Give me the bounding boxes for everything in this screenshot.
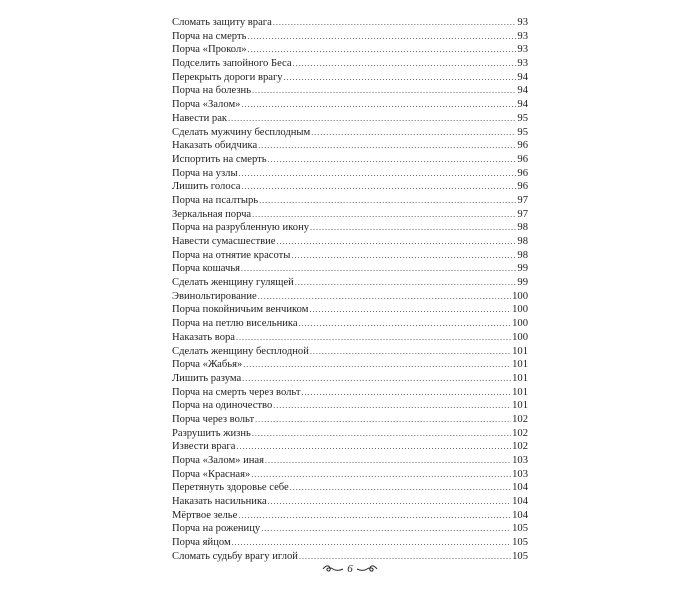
toc-entry-title: Порча на псалтырь (172, 194, 259, 206)
dot-leader (277, 235, 517, 249)
dot-leader (255, 413, 511, 427)
toc-entry-title: Наказать вора (172, 331, 235, 343)
toc-entry-title: Порча «Залом» иная (172, 455, 265, 466)
toc-entry (172, 454, 528, 468)
dot-leader (293, 57, 517, 71)
toc-entry-title: Порча «Прокол» (172, 44, 247, 56)
toc-entry (172, 399, 528, 413)
toc-entry-title: Порча на роженицу (172, 523, 261, 535)
toc-entry-page: 98 (517, 236, 528, 247)
toc-entry-page: 101 (512, 386, 528, 398)
toc-entry-page: 100 (512, 318, 528, 330)
toc-entry-title: Зеркальная порча (172, 208, 252, 220)
toc-entry-title: Порча через вольт (172, 413, 255, 425)
toc-entry-title: Порча на узлы (172, 167, 238, 179)
toc-entry-page: 100 (512, 290, 528, 302)
toc-entry-page: 102 (512, 441, 528, 453)
toc-entry-page: 97 (517, 208, 528, 220)
dot-leader (236, 331, 511, 345)
dot-leader (259, 194, 516, 208)
toc-entry-title: Порча на отнятие красоты (172, 249, 291, 261)
dot-leader (251, 468, 511, 482)
dot-leader (265, 454, 511, 468)
toc-entry-page: 101 (512, 400, 528, 412)
toc-entry (172, 290, 528, 304)
dot-leader (268, 153, 517, 167)
toc-entry-title: Порча «Красная» (172, 468, 251, 480)
dot-leader (247, 30, 516, 44)
toc-entry-page: 99 (517, 277, 528, 289)
toc-entry-page: 95 (517, 126, 528, 138)
flourish-right-icon (356, 564, 378, 574)
dot-leader (261, 522, 511, 536)
toc-entry-page: 104 (512, 496, 528, 508)
dot-leader (290, 481, 511, 495)
toc-entry (172, 481, 528, 495)
toc-entry (172, 468, 528, 482)
toc-entry-page: 103 (512, 468, 528, 480)
toc-entry-page: 105 (512, 523, 528, 535)
toc-entry-page: 105 (512, 537, 528, 549)
toc-entry-page: 104 (512, 509, 528, 521)
toc-entry-title: Порча кошачья (172, 263, 241, 275)
toc-entry (172, 30, 528, 44)
toc-entry-page: 101 (512, 372, 528, 384)
dot-leader (258, 139, 516, 153)
toc-entry-page: 96 (517, 167, 528, 179)
dot-leader (248, 43, 517, 57)
toc-entry (172, 153, 528, 167)
toc-entry-title: Навести сумасшествие (172, 236, 276, 247)
toc-entry (172, 57, 528, 71)
toc-entry-page: 94 (517, 85, 528, 97)
toc-entry-title: Порча покойничьим венчиком (172, 304, 309, 316)
dot-leader (232, 536, 511, 550)
toc-entry (172, 84, 528, 98)
toc-entry (172, 331, 528, 345)
toc-entry-title: Разрушить жизнь (172, 427, 251, 439)
toc-entry (172, 522, 528, 536)
flourish-left-icon (322, 564, 344, 574)
toc-entry (172, 208, 528, 222)
toc-entry (172, 372, 528, 386)
dot-leader (238, 509, 511, 523)
dot-leader (299, 317, 511, 331)
toc-entry-title: Порча на смерть через вольт (172, 386, 301, 398)
toc-entry-page: 96 (517, 153, 528, 165)
toc-entry-title: Порча «Залом» (172, 99, 241, 111)
toc-entry-title: Наказать насильника (172, 496, 267, 508)
toc-entry-page: 96 (517, 181, 528, 193)
toc-entry (172, 98, 528, 112)
dot-leader (252, 427, 511, 441)
toc-entry-title: Подселить запойного Беса (172, 58, 292, 70)
dot-leader (284, 71, 517, 85)
toc-entry-title: Порча на болезнь (172, 85, 252, 97)
toc-entry-page: 101 (512, 359, 528, 371)
dot-leader (242, 372, 511, 386)
toc-entry-page: 93 (517, 17, 528, 28)
dot-leader (310, 345, 511, 359)
toc-entry-title: Эвинольтирование (172, 290, 257, 302)
dot-leader (301, 386, 511, 400)
dot-leader (311, 126, 516, 140)
toc-entry-page: 95 (517, 112, 528, 124)
toc-entry-page: 103 (512, 455, 528, 466)
toc-entry-page: 94 (517, 99, 528, 111)
toc-entry (172, 358, 528, 372)
toc-entry (172, 536, 528, 550)
toc-entry (172, 386, 528, 400)
toc-entry-page: 98 (517, 249, 528, 261)
toc-entry-title: Сломать судьбу врагу иглой (172, 550, 298, 562)
page-number: 6 (347, 563, 353, 575)
toc-entry (172, 249, 528, 263)
dot-leader (241, 98, 516, 112)
toc-entry (172, 276, 528, 290)
toc-entry-page: 93 (517, 44, 528, 56)
toc-entry-page: 93 (517, 58, 528, 70)
table-of-contents (172, 16, 528, 564)
toc-entry-title: Порча на разрубленную икону (172, 222, 310, 234)
dot-leader (309, 303, 511, 317)
toc-entry-title: Порча «Жабья» (172, 359, 243, 371)
toc-entry-title: Порча на смерть (172, 30, 247, 42)
toc-entry-page: 104 (512, 482, 528, 494)
toc-entry-title: Порча яйцом (172, 537, 231, 549)
toc-entry (172, 43, 528, 57)
toc-entry-page: 101 (512, 345, 528, 357)
dot-leader (236, 440, 511, 454)
toc-entry (172, 112, 528, 126)
toc-entry (172, 495, 528, 509)
toc-entry (172, 413, 528, 427)
toc-entry (172, 509, 528, 523)
toc-entry-title: Навести рак (172, 112, 228, 124)
toc-entry (172, 139, 528, 153)
toc-entry-page: 100 (512, 304, 528, 316)
toc-entry-title: Порча на петлю висельника (172, 318, 298, 330)
toc-entry-page: 102 (512, 413, 528, 425)
toc-entry-title: Сделать женщину гулящей (172, 277, 294, 289)
toc-entry-title: Перекрыть дороги врагу (172, 71, 283, 83)
toc-entry (172, 221, 528, 235)
dot-leader (243, 358, 511, 372)
dot-leader (241, 180, 516, 194)
toc-entry-title: Извести врага (172, 441, 236, 453)
toc-entry (172, 16, 528, 30)
toc-entry (172, 427, 528, 441)
toc-entry-page: 105 (512, 550, 528, 562)
toc-entry-page: 99 (517, 263, 528, 275)
dot-leader (273, 399, 511, 413)
toc-entry (172, 167, 528, 181)
toc-entry (172, 262, 528, 276)
toc-entry-page: 94 (517, 71, 528, 83)
toc-entry-title: Лишить разума (172, 372, 242, 384)
dot-leader (295, 276, 517, 290)
toc-entry-page: 96 (517, 140, 528, 152)
dot-leader (252, 84, 516, 98)
toc-entry-title: Лишить голоса (172, 181, 241, 193)
toc-entry (172, 317, 528, 331)
dot-leader (252, 208, 516, 222)
toc-entry-title: Сломать защиту врага (172, 17, 272, 28)
dot-leader (228, 112, 516, 126)
toc-entry-page: 98 (517, 222, 528, 234)
toc-entry (172, 235, 528, 249)
toc-entry-title: Мёртвое зелье (172, 509, 238, 521)
dot-leader (258, 290, 511, 304)
dot-leader (241, 262, 516, 276)
dot-leader (273, 16, 517, 30)
dot-leader (291, 249, 516, 263)
dot-leader (310, 221, 516, 235)
toc-entry-title: Перетянуть здоровье себе (172, 482, 289, 494)
toc-entry (172, 440, 528, 454)
toc-entry-title: Наказать обидчика (172, 140, 258, 152)
toc-entry-title: Сделать мужчину бесплодным (172, 126, 311, 138)
toc-entry-title: Сделать женщину бесплодной (172, 345, 309, 357)
toc-entry-title: Испортить на смерть (172, 153, 267, 165)
toc-entry-title: Порча на одиночество (172, 400, 273, 412)
toc-entry (172, 180, 528, 194)
dot-leader (268, 495, 511, 509)
toc-entry-page: 100 (512, 331, 528, 343)
page-footer (310, 561, 390, 577)
toc-entry (172, 303, 528, 317)
toc-entry (172, 126, 528, 140)
toc-entry (172, 71, 528, 85)
toc-entry-page: 102 (512, 427, 528, 439)
dot-leader (239, 167, 517, 181)
toc-entry-page: 97 (517, 194, 528, 206)
toc-entry (172, 194, 528, 208)
toc-entry-page: 93 (517, 30, 528, 42)
toc-entry (172, 345, 528, 359)
